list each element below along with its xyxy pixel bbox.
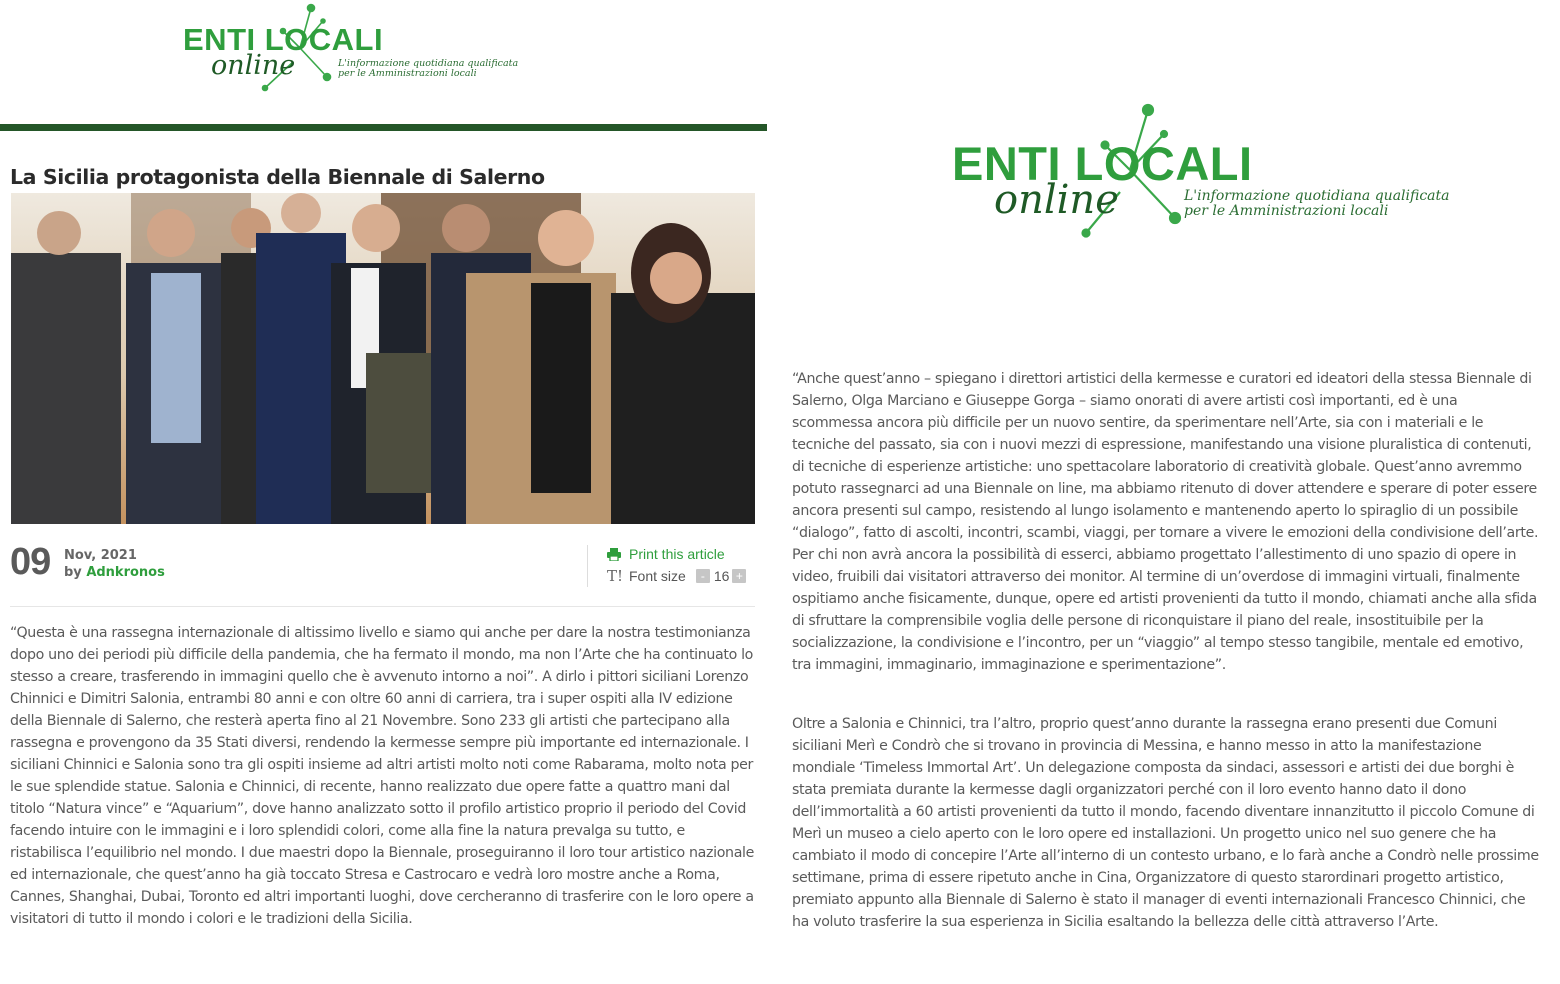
meta-separator <box>587 545 588 587</box>
logo-subword: online <box>211 50 296 81</box>
meta-divider <box>10 606 755 607</box>
font-decrease-button[interactable]: - <box>696 569 710 583</box>
article-paragraph: “Anche quest’anno – spiegano i direttori artistici della kermesse e curatori ed ideatori della stessa Biennale di Salerno, Olga Marciano e Giuseppe Gorga – siamo onorati di avere artisti così importanti, ed è una scommessa ancora più difficile per un nuovo sentire, da sperimentare nell’Arte, sia con i materiali e le tecniche del passato, sia con i nuovi mezzi di espressione, manifestando una visione pluralistica di contenuti, di tecniche di esperienze artistiche: uno spettacolare laboratorio di creatività globale. Quest’anno avremmo potuto rassegnarci ad una Biennale on line, ma abbiamo ritenuto di dover attendere e sperare di poter essere ancora presenti sul campo, resistendo al lungo isolamento e mantenendo aperto lo spiraglio di un possibile “dialogo”, fatto di ascolti, incontri, scambi, viaggi, per tornare a vivere le emozioni della condivisione dell’arte. Per chi non avrà ancora la possibilità di esserci, abbiamo progettato l’allestimento di uno spazio di opere in video, fruibili dai visitatori attraverso dei monitor. Al termine di un’overdose di immagini virtuali, finalmente ospitiamo anche fisicamente, dunque, opere ed artisti provenienti da tutto il mondo, chiamati anche alla sfida di sfruttare la comprensibile voglia delle persone di riconquistare il piano del reale, insostituibile per la socializzazione, la condivisione e l’incontro, per un “viaggio” al tempo stesso tangibile, mentale ed emotivo, tra immagini, immaginario, immaginazione e sperimentazione”. <box>792 371 1539 673</box>
article-photo <box>11 193 755 524</box>
logo-subword: online <box>994 177 1119 223</box>
date-day: 09 <box>10 541 51 583</box>
site-logo[interactable] <box>183 0 523 95</box>
font-increase-button[interactable]: + <box>732 569 746 583</box>
logo-wordmark: ENTI LOCALI <box>183 22 384 57</box>
article-paragraph: Oltre a Salonia e Chinnici, tra l’altro, proprio quest’anno durante la rassegna erano presenti due Comuni siciliani Merì e Condrò che si trovano in provincia di Messina, e hanno messo in atto la manifestazione mondiale ‘Timeless Immortal Art’. Un delegazione composta da sindaci, assessori e artisti dei due borghi è stata premiata durante la kermesse dagli organizzatori perché con il loro evento hanno dato il dono dell’immortalità a 60 artisti provenienti da tutto il mondo, facendo diventare innanzitutto il piccolo Comune di Merì un museo a cielo aperto con le loro opere ed installazioni. Un progetto unico nel suo genere che ha cambiato il modo di concepire l’Arte all’interno di un contesto urbano, e lo farà anche a Condrò nelle prossime settimane, prima di essere ripetuto anche in Cina, Organizzatore di questo starordinari progetto artistico, premiato appunto alla Biennale di Salerno è stato il manager di eventi internazionali Francesco Chinnici, che ha voluto trasferire la sua esperienza in Sicilia esaltando la bellezza delle città attraverso l’Arte. <box>792 716 1539 930</box>
text-size-icon: T! <box>607 567 624 585</box>
article-paragraph: “Questa è una rassegna internazionale di altissimo livello e siamo qui anche per dare la nostra testimonianza dopo uno dei periodi più difficile della pandemia, che ha fermato il mondo, ma non l’Arte che ha continuato lo stesso a creare, trasferendo in immagini quello che è avvenuto intorno a noi”. A dirlo i pittori siciliani Lorenzo Chinnici e Dimitri Salonia, entrambi 80 anni e con oltre 60 anni di carriera, tra i super ospiti alla IV edizione della Biennale di Salerno, che resterà aperta fino al 21 Novembre. Sono 233 gli artisti che partecipano alla rassegna e provengono da 35 Stati diversi, rendendo la kermesse sempre più importante ed internazionale. I siciliani Chinnici e Salonia sono tra gli ospiti insieme ad altri artisti molto noti come Rabarama, molto nota per le sue splendide statue. Salonia e Chinnici, di recente, hanno realizzato due opere fatte a quattro mani dal titolo “Natura vince” e “Aquarium”, dove hanno analizzato sotto il profilo artistico proprio il periodo del Covid facendo intuire con le immagini e i loro splendidi colori, come alla fine la natura prevalga su tutto, e ristabilisca l’equilibrio nel mondo. I due maestri dopo la Biennale, proseguiranno il loro tour artistico nazionale ed internazionale, che quest’anno ha già toccato Stresa e Castrocaro e vedrà loro mostre anche a Roma, Cannes, Shanghai, Dubai, Toronto ed altri importanti luoghi, dove cercheranno di trasferire con le loro opere a visitatori di tutto il mondo i colori e le tradizioni della Sicilia. <box>10 625 755 927</box>
font-size-label: Font size <box>629 568 686 584</box>
print-article-button[interactable] <box>607 546 725 562</box>
date-month-year: Nov, 2021 <box>64 548 137 563</box>
font-size-control <box>607 567 746 585</box>
logo-wordmark: ENTI LOCALI <box>952 137 1253 190</box>
tagline-line-1: L'informazione quotidiana qualificata <box>1184 188 1450 204</box>
logo-tagline <box>1184 189 1450 218</box>
print-article-label: Print this article <box>629 546 725 562</box>
tagline-line-2: per le Amministrazioni locali <box>1184 202 1389 219</box>
by-label: by <box>64 565 82 580</box>
header-divider-bar <box>0 124 767 131</box>
byline <box>64 565 165 580</box>
tagline-line-1: L'informazione quotidiana qualificata <box>338 58 519 69</box>
logo-tagline <box>338 59 518 79</box>
group-photo-image <box>11 193 755 524</box>
site-logo-large <box>952 100 1452 240</box>
font-size-value: 16 <box>713 568 730 584</box>
author-link[interactable]: Adnkronos <box>86 565 165 580</box>
printer-icon <box>607 548 621 561</box>
article-title: La Sicilia protagonista della Biennale di Salerno <box>10 164 545 189</box>
tagline-line-2: per le Amministrazioni locali <box>338 67 477 79</box>
